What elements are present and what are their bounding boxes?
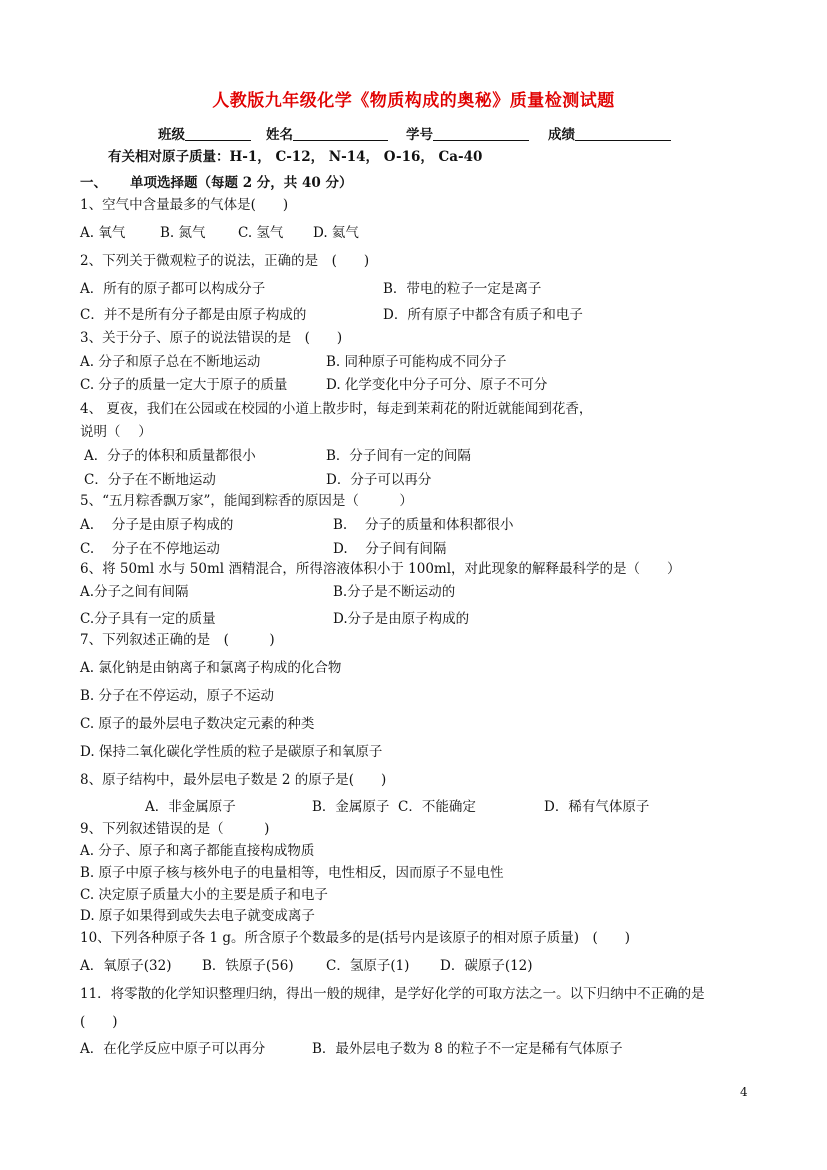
atomic-masses: 有关相对原子质量：H-1， C-12， N-14， O-16， Ca-40 <box>108 149 483 165</box>
q9-option-b: B. 原子中原子核与核外电子的电量相等，电性相反，因而原子不显电性 <box>80 865 504 881</box>
id-blank[interactable] <box>433 126 529 141</box>
question-4-stem-cont: 说明（ ） <box>80 424 152 440</box>
page-title: 人教版九年级化学《物质构成的奥秘》质量检测试题 <box>212 91 615 111</box>
question-4-stem: 4、 夏夜，我们在公园或在校园的小道上散步时，每走到茉莉花的附近就能闻到花香， <box>80 401 593 417</box>
question-10-stem: 10、下列各种原子各 1 g。所含原子个数最多的是(括号内是该原子的相对原子质量) ( ) <box>80 930 631 946</box>
q2-option-d: D．所有原子中都含有质子和电子 <box>383 307 583 323</box>
q5-option-b: B. 分子的质量和体积都很小 <box>333 517 514 533</box>
q8-option-b: B．金属原子 <box>312 799 390 815</box>
section-number: 一、 <box>80 175 107 191</box>
q10-option-b: B．铁原子(56) <box>202 958 294 974</box>
q7-option-b: B. 分子在不停运动，原子不运动 <box>80 688 275 704</box>
question-5-stem: 5、“五月粽香飘万家”，能闻到粽香的原因是（ ） <box>80 493 413 509</box>
class-label: 班级 <box>158 127 185 143</box>
q10-option-a: A．氧原子(32) <box>80 958 172 974</box>
question-9-stem: 9、下列叙述错误的是（ ) <box>80 821 270 837</box>
q10-option-c: C．氢原子(1) <box>326 958 410 974</box>
q5-option-a: A. 分子是由原子构成的 <box>80 517 234 533</box>
question-7-stem: 7、下列叙述正确的是 ( ) <box>80 632 275 648</box>
q11-option-b: B．最外层电子数为 8 的粒子不一定是稀有气体原子 <box>312 1041 623 1057</box>
name-blank[interactable] <box>293 126 388 141</box>
q6-option-d: D.分子是由原子构成的 <box>333 611 470 627</box>
class-field <box>158 126 251 144</box>
q3-option-b: B. 同种原子可能构成不同分子 <box>326 354 507 370</box>
q2-option-c: C．并不是所有分子都是由原子构成的 <box>80 307 307 323</box>
q9-option-a: A. 分子、原子和离子都能直接构成物质 <box>80 843 315 859</box>
q3-option-d: D. 化学变化中分子可分、原子不可分 <box>326 377 548 393</box>
question-3-stem: 3、关于分子、原子的说法错误的是 ( ) <box>80 330 343 346</box>
question-8-stem: 8、原子结构中，最外层电子数是 2 的原子是( ) <box>80 772 387 788</box>
q2-option-b: B．带电的粒子一定是离子 <box>383 281 542 297</box>
q7-option-a: A. 氯化钠是由钠离子和氯离子构成的化合物 <box>80 660 342 676</box>
section-heading: 单项选择题（每题 2 分，共 40 分） <box>130 175 353 191</box>
name-field <box>266 126 388 144</box>
question-11-stem: 11．将零散的化学知识整理归纳，得出一般的规律，是学好化学的可取方法之一。以下归纳中不正确的是 <box>80 986 705 1002</box>
q3-option-c: C. 分子的质量一定大于原子的质量 <box>80 377 288 393</box>
q8-option-d: D．稀有气体原子 <box>544 799 650 815</box>
name-label: 姓名 <box>266 127 293 143</box>
q4-option-a: A．分子的体积和质量都很小 <box>84 448 256 464</box>
q7-option-c: C. 原子的最外层电子数决定元素的种类 <box>80 716 315 732</box>
q1-option-a: A. 氧气 <box>80 225 126 241</box>
class-blank[interactable] <box>185 126 251 141</box>
question-6-stem: 6、将 50ml 水与 50ml 酒精混合，所得溶液体积小于 100ml，对此现象的解释最科学的是（ ） <box>80 561 681 577</box>
q1-option-d: D. 氦气 <box>313 225 359 241</box>
question-11-stem-cont: ( ) <box>80 1014 118 1030</box>
question-2-stem: 2、下列关于微观粒子的说法，正确的是 ( ) <box>80 253 370 269</box>
q7-option-d: D. 保持二氧化碳化学性质的粒子是碳原子和氧原子 <box>80 744 383 760</box>
q4-option-b: B．分子间有一定的间隔 <box>326 448 471 464</box>
q5-option-d: D. 分子间有间隔 <box>333 541 447 557</box>
q6-option-c: C.分子具有一定的质量 <box>80 611 216 627</box>
q9-option-d: D. 原子如果得到或失去电子就变成离子 <box>80 908 315 924</box>
score-blank[interactable] <box>575 126 671 141</box>
id-field <box>406 126 529 144</box>
q1-option-b: B. 氮气 <box>160 225 206 241</box>
q1-option-c: C. 氢气 <box>238 225 284 241</box>
q11-option-a: A．在化学反应中原子可以再分 <box>80 1041 266 1057</box>
page-number: 4 <box>740 1085 748 1099</box>
q5-option-c: C. 分子在不停地运动 <box>80 541 220 557</box>
score-field <box>548 126 671 144</box>
q6-option-a: A.分子之间有间隔 <box>80 584 189 600</box>
q8-option-c: C．不能确定 <box>398 799 476 815</box>
q2-option-a: A．所有的原子都可以构成分子 <box>80 281 266 297</box>
q9-option-c: C. 决定原子质量大小的主要是质子和电子 <box>80 887 328 903</box>
q6-option-b: B.分子是不断运动的 <box>333 584 456 600</box>
id-label: 学号 <box>406 127 433 143</box>
q8-option-a: A．非金属原子 <box>145 799 236 815</box>
q4-option-d: D．分子可以再分 <box>326 472 432 488</box>
score-label: 成绩 <box>548 127 575 143</box>
question-1-stem: 1、空气中含量最多的气体是( ) <box>80 197 289 213</box>
q4-option-c: C．分子在不断地运动 <box>84 472 216 488</box>
q3-option-a: A. 分子和原子总在不断地运动 <box>80 354 261 370</box>
q10-option-d: D．碳原子(12) <box>440 958 533 974</box>
